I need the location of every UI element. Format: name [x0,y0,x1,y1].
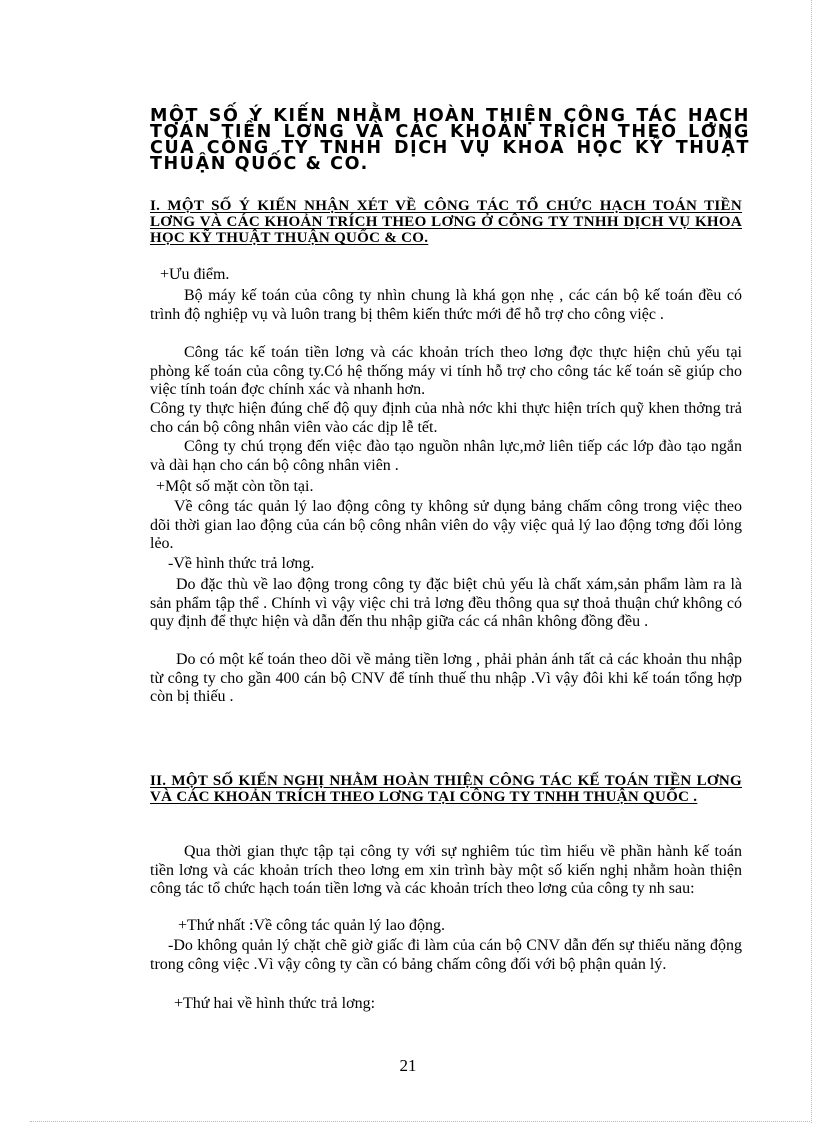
paragraph: Do có một kế toán theo dõi về mảng tiền lơng , phải phản ánh tất cả các khoản thu nhập từ công ty cho gần 400 cán bộ CNV để tính thuế thu nhập .Vì vậy đôi khi kế toán tổng hợp còn bị thiếu . [150,651,742,705]
paragraph: Công ty chú trọng đến việc đào tạo nguồn nhân lực,mở liên tiếp các lớp đào tạo ngắn và dài hạn cho cán bộ công nhân viên . [150,438,742,474]
page-border-bottom [30,1121,810,1122]
paragraph: +Một số mặt còn tồn tại. [156,478,314,495]
chapter-title: MỘT SỐ Ý KIẾN NHẰM HOÀN THIỆN CÔNG TÁC HẠCH TOÁN TIỀN LƠNG VÀ CÁC KHOẢN TRÍCH THEO LƠNG CỦA CÔNG TY TNHH DỊCH VỤ KHOA HỌC KỸ THUẬT THUẬN QUỐC & CO. [150,106,750,174]
paragraph: +Thứ hai về hình thức trả lơng: [174,995,376,1012]
paragraph: Công tác kế toán tiền lơng và các khoản trích theo lơng đợc thực hiện chủ yếu tại phòng kế toán của công ty.Có hệ thống máy vi tính hỗ trợ cho công tác kế toán sẽ giúp cho việc tính toán đợc chính xác và nhanh hơn. [150,344,742,398]
paragraph: +Ưu điểm. [160,266,230,283]
paragraph: Bộ máy kế toán của công ty nhìn chung là khá gọn nhẹ , các cán bộ kế toán đều có trình độ nghiệp vụ và luôn trang bị thêm kiến thức mới để hỗ trợ cho công việc . [150,287,742,323]
paragraph: -Về hình thức trả lơng. [168,555,315,572]
paragraph: -Do không quản lý chặt chẽ giờ giấc đi làm của cán bộ CNV dẫn đến sự thiếu năng động trong công việc .Vì vậy công ty cần có bảng chấm công đối với bộ phận quản lý. [150,937,742,973]
section-1-heading: I. MỘT SỐ Ý KIẾN NHẬN XÉT VỀ CÔNG TÁC TỔ CHỨC HẠCH TOÁN TIỀN LƠNG VÀ CÁC KHOẢN TRÍCH THEO LƠNG Ở CÔNG TY TNHH DỊCH VỤ KHOA HỌC KỸ THUẬT THUẬN QUỐC & CO. [150,198,742,246]
page-border-right [811,0,812,1123]
paragraph: Do đặc thù về lao động trong công ty đặc biệt chủ yếu là chất xám,sản phẩm làm ra là sản phẩm tập thể . Chính vì vậy việc chi trả lơng đều thông qua sự thoả thuận chứ không có quy định để thực hiện và dẫn đến thu nhập giữa các cá nhân không đồng đều . [150,576,742,630]
paragraph: +Thứ nhất :Về công tác quản lý lao động. [178,917,445,934]
paragraph: Về công tác quản lý lao động công ty không sử dụng bảng chấm công trong việc theo dõi thời gian lao động của cán bộ công nhân viên do vậy việc quả lý lao động tơng đối lỏng lẻo. [150,498,742,552]
paragraph: Qua thời gian thực tập tại công ty với sự nghiêm túc tìm hiểu về phần hành kế toán tiền lơng và các khoản trích theo lơng em xin trình bày một số kiến nghị nhằm hoàn thiện công tác tổ chức hạch toán tiền lơng và các khoản trích theo lơng của công ty nh sau: [150,843,742,897]
section-2-heading: II. MỘT SỐ KIẾN NGHỊ NHẰM HOÀN THIỆN CÔNG TÁC KẾ TOÁN TIỀN LƠNG VÀ CÁC KHOẢN TRÍCH THEO LƠNG TẠI CÔNG TY TNHH THUẬN QUỐC . [150,773,742,805]
page-number: 21 [399,1056,417,1075]
paragraph: Công ty thực hiện đúng chế độ quy định của nhà nớc khi thực hiện trích quỹ khen thởng trả cho cán bộ công nhân viên vào các dịp lễ tết. [150,400,742,436]
